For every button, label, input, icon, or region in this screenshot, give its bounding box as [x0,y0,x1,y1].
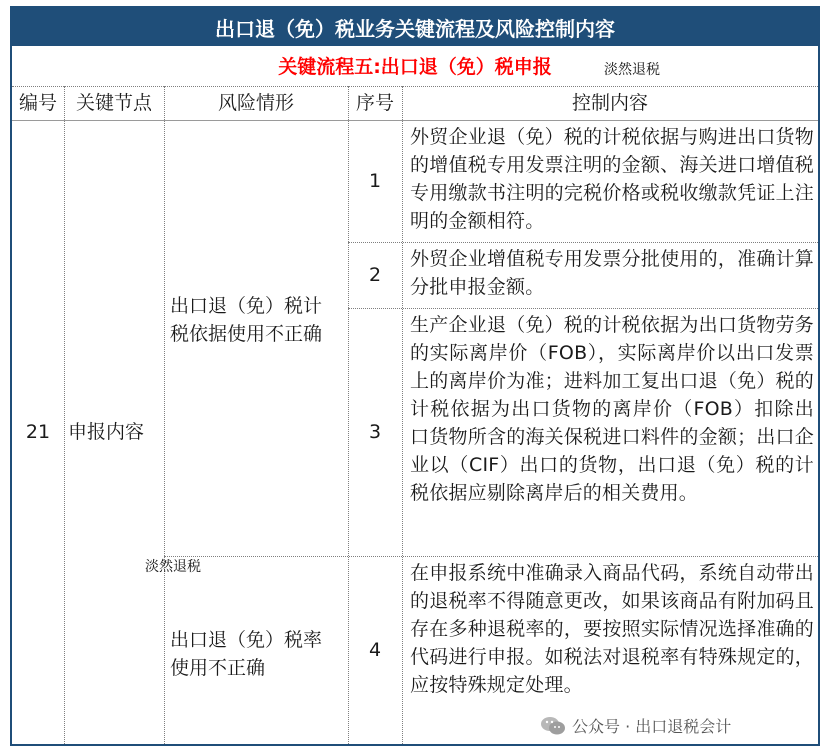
footer-account [540,714,731,737]
risk-tax-rate: 出口退（免）税率使用不正确 [170,629,323,679]
control-text-4: 在申报系统中准确录入商品代码，系统自动带出的退税率不得随意更改，如果该商品有附加码且存在多种退税率的，要按照实际情况选择准确的代码进行申报。如税法对退税率有特殊规定的，应按特殊规定处理。 [410,562,814,696]
process-subtitle: 关键流程五:出口退（免）税申报 [278,56,552,78]
watermark-top: 淡然退税 [604,62,660,78]
grid-line [64,86,65,744]
grid-line [348,242,818,243]
header-risk: 风险情形 [217,92,294,114]
seq-4: 4 [368,639,382,661]
watermark-mid: 淡然退税 [145,559,201,575]
row-number: 21 [25,421,51,443]
grid-line [348,308,818,309]
grid-line [402,86,403,744]
control-text-2: 外贸企业增值税专用发票分批使用的，准确计算分批申报金额。 [410,248,814,298]
wechat-icon [540,716,566,736]
seq-1: 1 [368,170,382,192]
grid-line [164,86,165,744]
risk-tax-basis: 出口退（免）税计税依据使用不正确 [170,295,323,345]
header-number: 编号 [18,92,57,114]
grid-line [348,86,349,744]
header-seq: 序号 [355,92,394,114]
grid-line [164,556,818,557]
footer-text: 公众号 · 出口退税会计 [572,717,732,736]
table-frame [10,6,820,746]
seq-3: 3 [368,421,382,443]
table-title: 出口退（免）税业务关键流程及风险控制内容 [12,8,818,46]
header-control: 控制内容 [571,92,648,114]
subtitle-row [12,46,818,87]
seq-2: 2 [368,264,382,286]
control-text-1: 外贸企业退（免）税的计税依据与购进出口货物的增值税专用发票注明的金额、海关进口增值税专用缴款书注明的完税价格或税收缴款凭证上注明的金额相符。 [410,126,814,232]
header-node: 关键节点 [75,92,152,114]
key-node: 申报内容 [68,421,145,443]
control-text-3: 生产企业退（免）税的计税依据为出口货物劳务的实际离岸价（FOB），实际离岸价以出口发票上的离岸价为准；进料加工复出口退（免）税的计税依据为出口货物的离岸价（FOB）扣除出口货物所含的海关保税进口料件的金额；出口企业以（CIF）出口的货物，出口退（免）税的计税依据应剔除离岸后的相关费用。 [410,314,814,504]
